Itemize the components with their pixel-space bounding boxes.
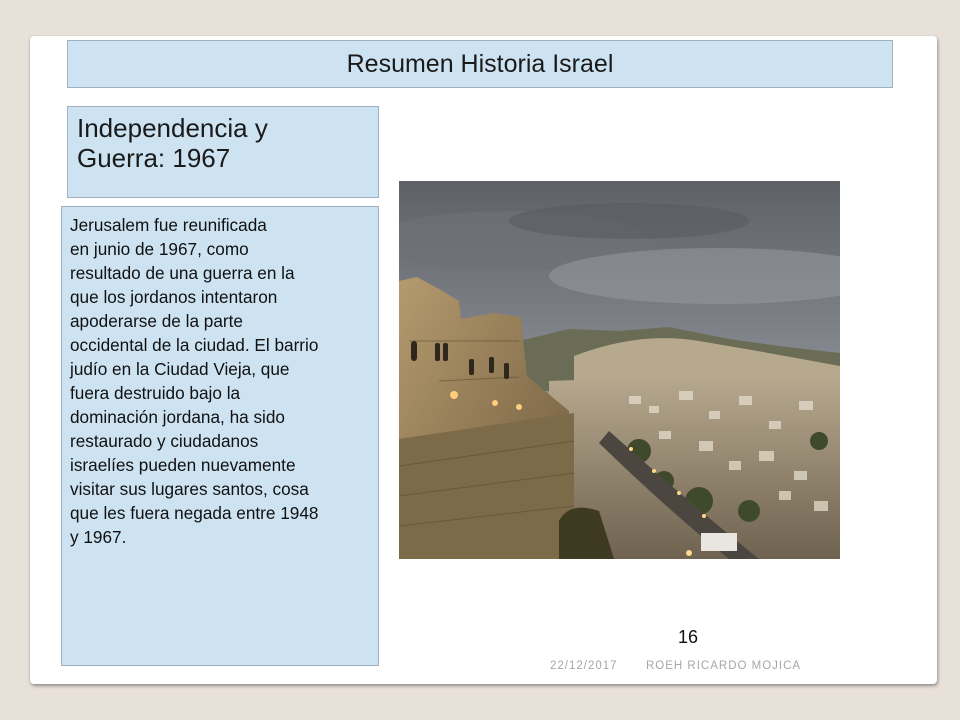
body-text-box — [61, 206, 379, 666]
footer-date: 22/12/2017 — [550, 660, 618, 672]
footer-author: ROEH RICARDO MOJICA — [646, 660, 802, 672]
page-number: 16 — [678, 627, 699, 647]
slide — [30, 36, 937, 684]
slide-title: Resumen Historia Israel — [346, 49, 614, 78]
title-box — [67, 40, 893, 88]
heading-box — [67, 106, 379, 198]
body-paragraph: Jerusalem fue reunificada en junio de 1967, como resultado de una guerra en la que los jordanos intentaron apoderarse de la parte occidental de la ciudad. El barrio judío en la Ciudad Vieja, que fuera destruido bajo la dominación jordana, ha sido restaurado y ciudadanos israelíes pueden nuevamente visitar sus lugares santos, cosa que les fuera negada entre 1948 y 1967. — [70, 215, 319, 547]
section-heading: Independencia y Guerra: 1967 — [77, 113, 268, 173]
jerusalem-photo — [399, 181, 840, 559]
